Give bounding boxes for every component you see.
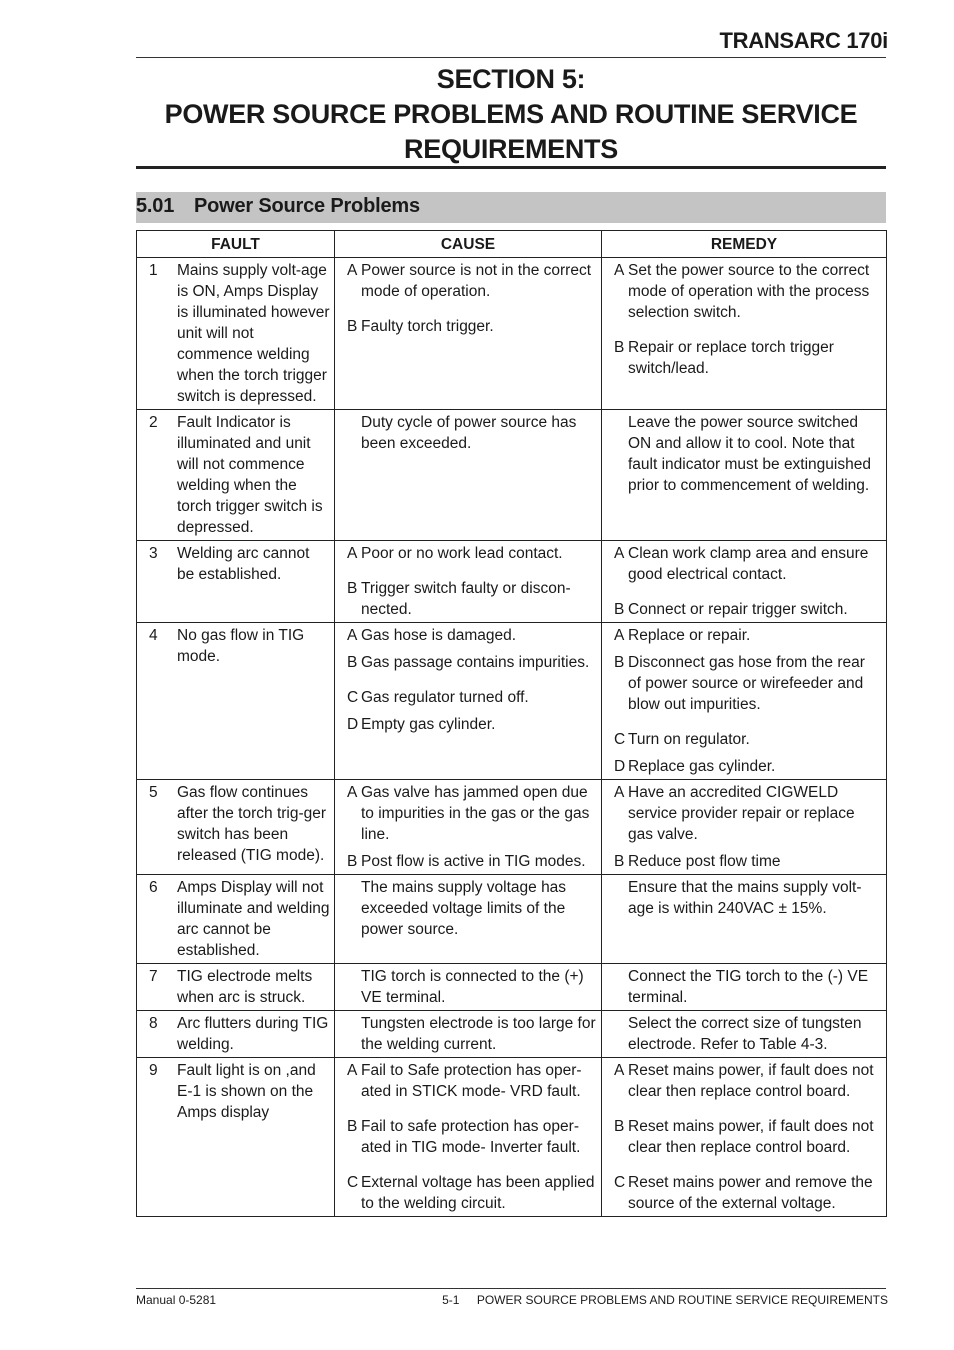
subsection-bar [136,192,886,223]
cause-cell [335,1058,602,1217]
cause-cell [335,964,602,1011]
footer-page-number: 5-1 [442,1293,460,1307]
cause-text: Post flow is active in TIG modes. [361,853,586,870]
document-title: TRANSARC 170i [719,28,888,53]
remedy-text: Clean work clamp area and ensure good electrical contact. [628,545,869,583]
remedy-text: Leave the power source switched ON and allow it to cool. Note that fault indicator must be extinguished prior to commencement of welding. [628,414,871,494]
remedy-label: A [614,1062,625,1079]
fault-cell [137,875,335,964]
subsection-title: Power Source Problems [194,195,420,217]
cause-label: B [347,654,358,671]
cause-text: Gas passage contains impurities. [361,654,590,671]
remedy-cell [602,964,887,1011]
cause-text: TIG torch is connected to the (+) VE terminal. [361,968,584,1006]
table-row [137,780,887,875]
remedy-text: Reduce post flow time [628,853,781,870]
remedy-text: Connect or repair trigger switch. [628,601,848,618]
fault-text: Mains supply volt-age is ON, Amps Display is illuminated however unit will not commence welding when the torch trigger switch is depressed. [177,262,330,405]
footer-divider [136,1288,886,1289]
fault-cell [137,258,335,410]
cause-cell [335,623,602,780]
fault-table [136,230,887,1217]
remedy-text: Replace or repair. [628,627,751,644]
cause-text: Tungsten electrode is too large for the welding current. [361,1015,596,1053]
section-heading [136,62,886,167]
remedy-label: A [614,627,625,644]
remedy-text: Set the power source to the correct mode of operation with the process selection switch. [628,262,870,321]
table-row [137,1011,887,1058]
remedy-column-header: REMEDY [602,231,887,258]
remedy-label [602,966,628,1008]
section-divider [136,166,886,169]
table-row [137,623,887,780]
remedy-cell [602,875,887,964]
table-row [137,410,887,541]
cause-cell [335,1011,602,1058]
cause-text: Faulty torch trigger. [361,318,494,335]
subsection-number: 5.01 [136,195,175,217]
fault-cell [137,410,335,541]
cause-label: B [347,318,358,335]
remedy-label [602,412,628,496]
cause-label: A [347,784,358,801]
remedy-cell [602,410,887,541]
remedy-label: B [614,654,625,671]
remedy-text: Have an accredited CIGWELD service provider repair or replace gas valve. [628,784,855,843]
cause-label [335,1013,361,1055]
remedy-text: Connect the TIG torch to the (-) VE terminal. [628,968,869,1006]
table-body [137,258,887,1217]
remedy-label: B [614,1118,625,1135]
fault-text: Fault Indicator is illuminated and unit will not commence welding when the torch trigger switch is depressed. [177,414,323,536]
table-row [137,541,887,623]
remedy-label [602,877,628,919]
cause-label: A [347,1062,358,1079]
cause-label [335,877,361,940]
fault-cell [137,1011,335,1058]
remedy-label: B [614,601,625,618]
remedy-cell [602,258,887,410]
fault-number: 1 [149,262,158,279]
cause-text: Poor or no work lead contact. [361,545,563,562]
table-header-row [137,231,887,258]
remedy-label: C [614,1174,626,1191]
remedy-cell [602,780,887,875]
fault-number: 7 [149,968,158,985]
fault-number: 6 [149,879,158,896]
fault-text: Arc flutters during TIG welding. [177,1015,329,1053]
remedy-label: C [614,731,626,748]
fault-number: 5 [149,784,158,801]
header-divider [136,57,886,58]
cause-label: B [347,580,358,597]
remedy-label: A [614,262,625,279]
section-heading-line2: POWER SOURCE PROBLEMS AND ROUTINE SERVICE [164,99,858,129]
cause-column-header: CAUSE [335,231,602,258]
fault-number: 9 [149,1062,158,1079]
cause-text: Fail to safe protection has oper-ated in TIG mode- Inverter fault. [361,1118,581,1156]
cause-text: The mains supply voltage has exceeded voltage limits of the power source. [361,879,567,938]
remedy-text: Turn on regulator. [628,731,750,748]
cause-text: Fail to Safe protection has oper-ated in STICK mode- VRD fault. [361,1062,582,1100]
remedy-text: Ensure that the mains supply volt-age is within 240VAC ± 15%. [628,879,862,917]
fault-cell [137,780,335,875]
remedy-cell [602,541,887,623]
remedy-label: B [614,853,625,870]
cause-cell [335,258,602,410]
cause-cell [335,780,602,875]
remedy-label: A [614,545,625,562]
remedy-text: Reset mains power, if fault does not clear then replace control board. [628,1062,874,1100]
fault-text: No gas flow in TIG mode. [177,627,305,665]
cause-cell [335,410,602,541]
remedy-text: Replace gas cylinder. [628,758,776,775]
remedy-label [602,1013,628,1055]
fault-text: Gas flow continues after the torch trig-ger switch has been released (TIG mode). [177,784,327,864]
cause-text: Trigger switch faulty or discon-nected. [361,580,571,618]
fault-number: 8 [149,1015,158,1032]
cause-label [335,412,361,454]
remedy-label: B [614,339,625,356]
footer-right [442,1293,888,1307]
fault-cell [137,541,335,623]
cause-label: B [347,853,358,870]
cause-text: Gas regulator turned off. [361,689,529,706]
remedy-label: D [614,758,626,775]
cause-label: A [347,627,358,644]
table-row [137,875,887,964]
remedy-cell [602,1011,887,1058]
cause-text: Empty gas cylinder. [361,716,496,733]
fault-cell [137,964,335,1011]
remedy-text: Select the correct size of tungsten electrode. Refer to Table 4-3. [628,1015,862,1053]
fault-number: 3 [149,545,158,562]
fault-cell [137,1058,335,1217]
cause-label: A [347,262,358,279]
fault-text: Fault light is on ,and E-1 is shown on the Amps display [177,1062,316,1121]
table-row [137,964,887,1011]
remedy-text: Reset mains power and remove the source of the external voltage. [628,1174,873,1212]
fault-cell [137,623,335,780]
fault-column-header: FAULT [137,231,335,258]
footer-section-title: POWER SOURCE PROBLEMS AND ROUTINE SERVICE REQUIREMENTS [476,1293,888,1307]
fault-text: Amps Display will not illuminate and welding arc cannot be established. [177,879,330,959]
section-heading-line1: SECTION 5: [436,64,586,94]
remedy-text: Disconnect gas hose from the rear of power source or wirefeeder and blow out impurities. [628,654,865,713]
cause-label: A [347,545,358,562]
fault-number: 4 [149,627,158,644]
fault-text: TIG electrode melts when arc is struck. [177,968,313,1006]
table-row [137,1058,887,1217]
cause-label: C [347,1174,359,1191]
remedy-cell [602,1058,887,1217]
cause-text: Gas valve has jammed open due to impurities in the gas or the gas line. [361,784,590,843]
cause-text: Power source is not in the correct mode of operation. [361,262,592,300]
cause-cell [335,875,602,964]
remedy-label: A [614,784,625,801]
fault-text: Welding arc cannot be established. [177,545,310,583]
cause-text: Duty cycle of power source has been exceeded. [361,414,577,452]
cause-text: Gas hose is damaged. [361,627,517,644]
section-heading-line3: REQUIREMENTS [404,134,618,164]
remedy-text: Reset mains power, if fault does not clear then replace control board. [628,1118,874,1156]
remedy-text: Repair or replace torch trigger switch/lead. [628,339,834,377]
cause-label: D [347,716,359,733]
cause-text: External voltage has been applied to the welding circuit. [361,1174,595,1212]
remedy-cell [602,623,887,780]
footer-manual-number: Manual 0-5281 [136,1293,217,1307]
fault-number: 2 [149,414,158,431]
cause-label: B [347,1118,358,1135]
cause-label [335,966,361,1008]
cause-cell [335,541,602,623]
cause-label: C [347,689,359,706]
table-row [137,258,887,410]
